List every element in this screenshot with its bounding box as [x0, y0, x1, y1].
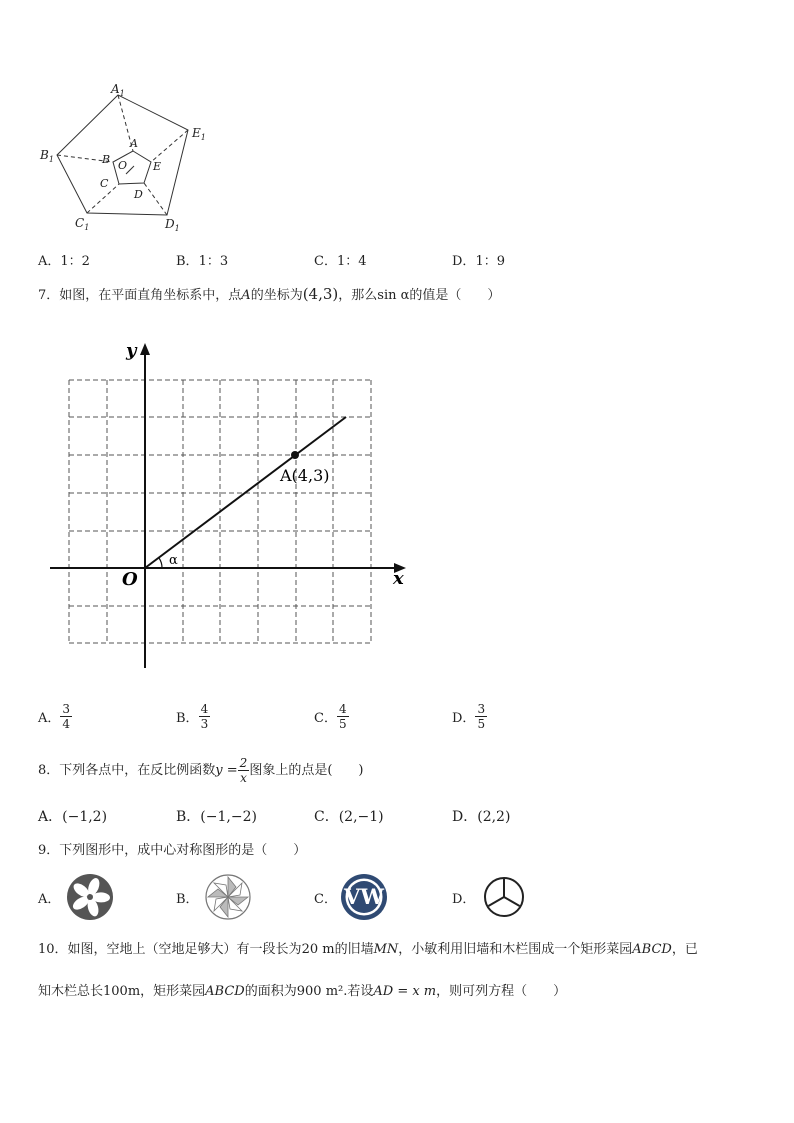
volkswagen-logo-icon: [340, 873, 388, 921]
q8-option-b[interactable]: B．(−1,−2): [176, 809, 257, 825]
pinwheel-icon: [204, 873, 252, 921]
q9-option-b[interactable]: B．: [176, 873, 252, 921]
q7-option-d[interactable]: D． $\frac{3}{5}$: [452, 702, 486, 731]
q8-option-d[interactable]: D．(2,2): [452, 809, 511, 825]
svg-text:A(4,3): A(4,3): [280, 466, 330, 485]
svg-text:B: B: [102, 153, 111, 166]
q8-question: 8．下列各点中，在反比例函数y = $\frac{2}{x}$ 图象上的点是( ): [38, 756, 364, 785]
svg-text:A: A: [130, 137, 138, 150]
q6-option-b[interactable]: B．1：3: [176, 254, 229, 269]
q9-option-d[interactable]: D．: [452, 873, 528, 921]
q9-question: 9．下列图形中，成中心对称图形的是（ ）: [38, 843, 307, 858]
pentagon-figure: [30, 80, 220, 240]
coordinate-grid-figure: [40, 335, 420, 675]
mercedes-logo-icon: [480, 873, 528, 921]
svg-text:α: α: [169, 553, 178, 568]
q9-option-a[interactable]: A．: [38, 873, 114, 921]
svg-text:E: E: [153, 160, 162, 173]
svg-text:C1: $C_1$: [75, 216, 90, 232]
svg-text:B1: $B_1$: [40, 148, 54, 164]
q10-line-1: 10．如图，空地上（空地足够大）有一段长为20 m的旧墙MN，小敏利用旧墙和木栏围成一个矩形菜园ABCD，已: [38, 942, 698, 957]
svg-text:C: C: [100, 177, 109, 190]
q7-option-a[interactable]: A． $\frac{3}{4}$: [38, 702, 71, 731]
svg-text:O: O: [122, 569, 138, 590]
q8-option-a[interactable]: A．(−1,2): [38, 809, 108, 825]
svg-text:VW: VW: [344, 884, 384, 909]
svg-text:D: D: [134, 188, 143, 201]
svg-text:D1: $D_1$: [165, 217, 180, 233]
svg-text:x: x: [393, 568, 404, 589]
bauhinia-emblem-icon: [66, 873, 114, 921]
svg-text:y: y: [126, 340, 137, 361]
outer-pentagon: [57, 95, 188, 215]
point-a: [291, 451, 299, 459]
q6-option-d[interactable]: D．1：9: [452, 254, 505, 269]
q10-line-2: 知木栏总长100m，矩形菜园ABCD的面积为900 m².若设AD = x m，则可列方程（ ）: [38, 984, 567, 999]
q7-option-c[interactable]: C． $\frac{4}{5}$: [314, 702, 347, 731]
y-axis-arrow: [140, 343, 150, 355]
svg-text:E1: $E_1$: [192, 126, 206, 142]
svg-text:A1: $A_1$: [111, 82, 125, 98]
q7-option-b[interactable]: B． $\frac{4}{3}$: [176, 702, 209, 731]
q8-option-c[interactable]: C．(2,−1): [314, 809, 384, 825]
svg-text:O: O: [118, 159, 128, 172]
q9-option-c[interactable]: C． VW: [314, 873, 388, 921]
q6-option-a[interactable]: A．1：2: [38, 254, 90, 269]
q6-option-c[interactable]: C．1：4: [314, 254, 367, 269]
q7-question: 7．如图，在平面直角坐标系中，点A的坐标为(4,3)，那么sin α的值是（ ）: [38, 285, 501, 303]
